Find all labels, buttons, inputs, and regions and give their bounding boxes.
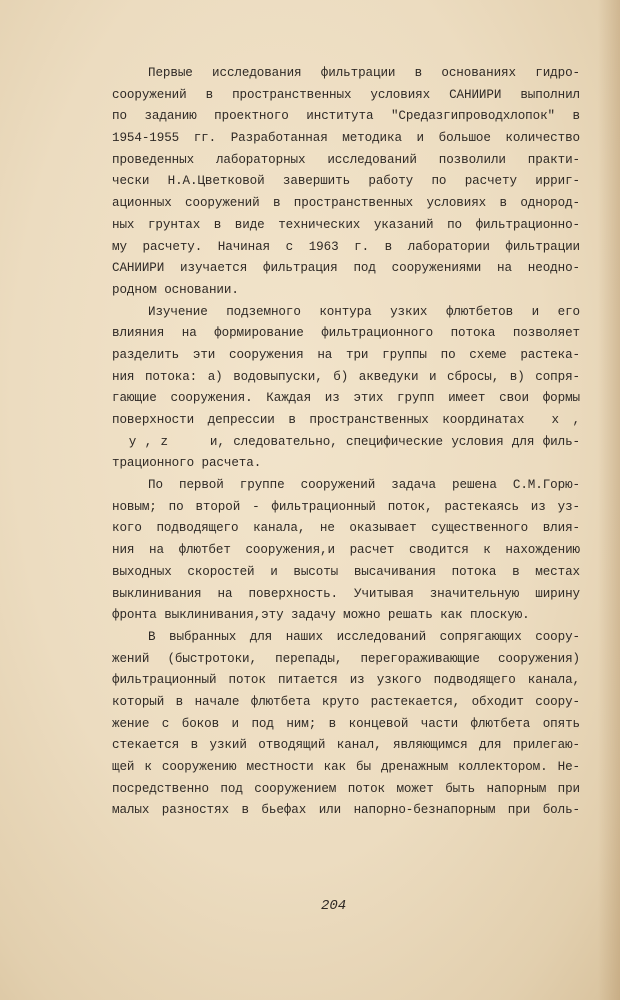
- text-line: влияния на формирование фильтрационного потока позволяет: [112, 326, 580, 341]
- text-line: который в начале флютбета круто растекается, обходит соору-: [112, 694, 580, 709]
- text-line: Первые исследования фильтрации в основаниях гидро-: [148, 66, 580, 80]
- text-line: гающие сооружения. Каждая из этих групп имеет свои формы: [112, 391, 580, 406]
- text-line: ных грунтах в виде технических указаний по фильтрационно-: [112, 217, 580, 232]
- text-line: стекается в узкий отводящий канал, являющимся для прилегаю-: [112, 738, 580, 753]
- text-line: кого подводящего канала, не оказывает существенного влия-: [112, 521, 580, 536]
- text-line: выходных скоростей и высоты высачивания потока в местах: [112, 564, 580, 579]
- text-line: новым; по второй - фильтрационный поток, растекаясь из уз-: [112, 499, 580, 514]
- text-line: ния потока: а) водовыпуски, б) акведуки и сбросы, в) сопря-: [112, 369, 580, 384]
- text-line: посредственно под сооружением поток может быть напорным при: [112, 781, 580, 796]
- text-line: сооружений в пространственных условиях САНИИРИ выполнил: [112, 87, 580, 102]
- text-line: по заданию проектного института "Средазгипроводхлопок" в: [112, 109, 580, 124]
- text-line: родном основании.: [112, 282, 239, 297]
- text-line: щей к сооружению местности как бы дренажным коллектором. Не-: [112, 760, 580, 774]
- text-line: фильтрационный поток питается из узкого подводящего канала,: [112, 673, 580, 688]
- page-edge-shadow: [598, 0, 620, 1000]
- text-line: жение с боков и под ним; в концевой части флютбета опять: [112, 716, 580, 731]
- text-line: Изучение подземного контура узких флютбетов и его: [148, 304, 580, 319]
- text-line: чески Н.А.Цветковой завершить работу по расчету ирриг-: [112, 174, 580, 189]
- text-line: малых разностях в бьефах или напорно-безнапорным при боль-: [112, 803, 580, 818]
- text-line: разделить эти сооружения на три группы по схеме растека-: [112, 347, 580, 362]
- text-line: САНИИРИ изучается фильтрация под сооружениями на неодно-: [112, 261, 580, 276]
- body-text: [112, 63, 580, 822]
- text-line: поверхности депрессии в пространственных координатах x ,: [112, 413, 580, 427]
- text-line: 1954-1955 гг. Разработанная методика и большое количество: [112, 131, 580, 146]
- page-number: 204: [321, 898, 347, 914]
- text-line: му расчету. Начиная с 1963 г. в лаборатории фильтрации: [112, 239, 580, 254]
- text-line: фронта выклинивания,эту задачу можно решать как плоскую.: [112, 608, 530, 623]
- text-line: В выбранных для наших исследований сопрягающих соору-: [148, 629, 580, 644]
- text-line: По первой группе сооружений задача решена С.М.Горю-: [148, 478, 580, 493]
- text-line: y , z и, следовательно, специфические условия для филь-: [112, 434, 580, 449]
- text-line: ационных сооружений в пространственных условиях в однород-: [112, 196, 580, 211]
- text-line: ния на флютбет сооружения,и расчет сводится к нахождению: [112, 543, 580, 558]
- text-line: жений (быстротоки, перепады, перегораживающие сооружения): [112, 651, 580, 666]
- text-line: выклинивания на поверхность. Учитывая значительную ширину: [112, 586, 580, 601]
- text-line: трационного расчета.: [112, 456, 262, 471]
- text-line: проведенных лабораторных исследований позволили практи-: [112, 152, 580, 167]
